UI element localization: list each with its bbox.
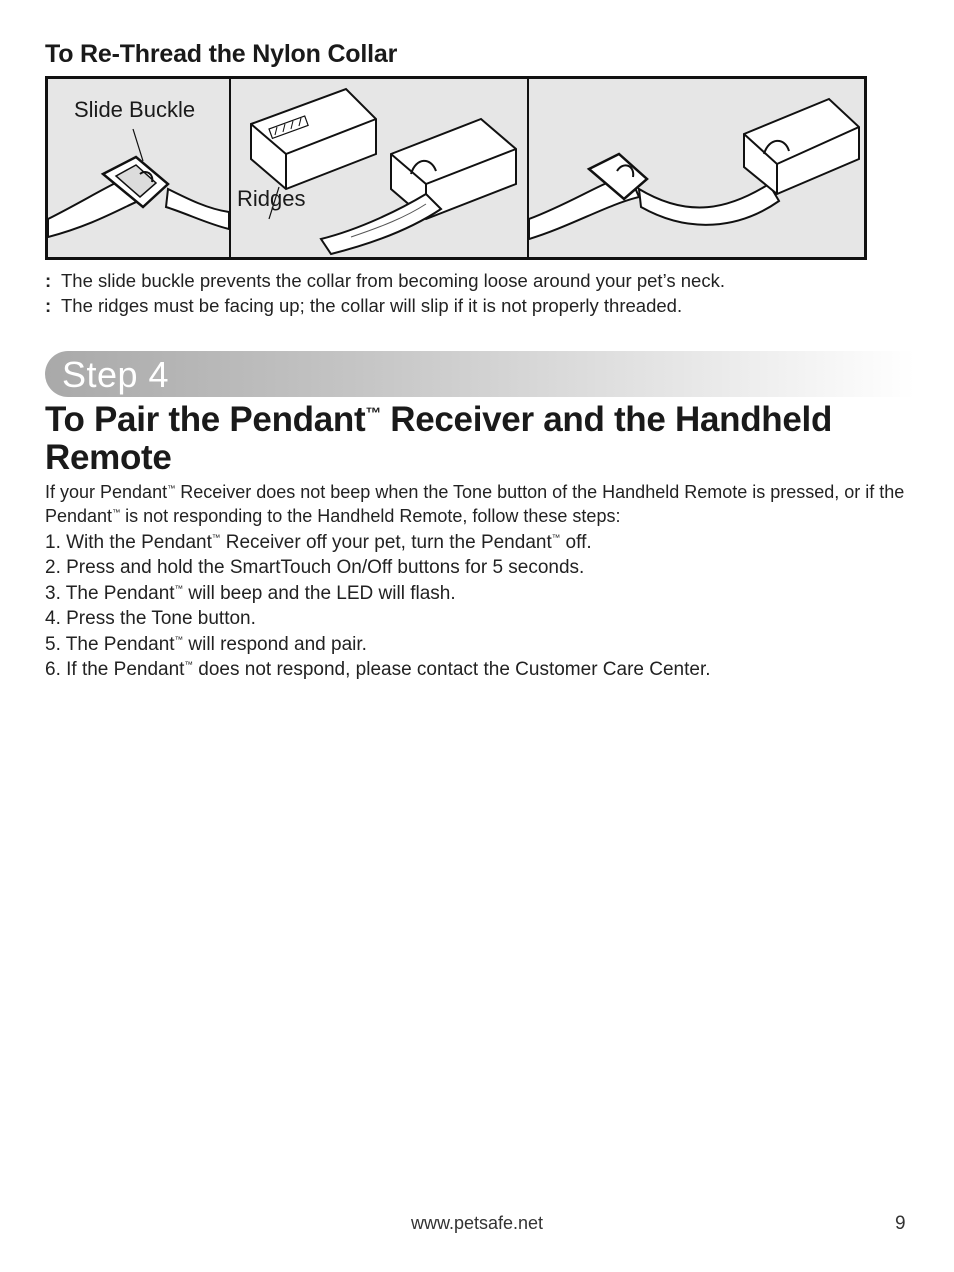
collar-notes [45,268,905,318]
pairing-steps-list [45,530,925,682]
trademark-mark: ™ [174,634,184,645]
trademark-mark: ™ [211,532,221,543]
note-text: The ridges must be facing up; the collar will slip if it is not properly threaded. [61,295,683,316]
note-slide-buckle [45,268,905,293]
note-bullet: : [45,295,52,316]
page-number: 9 [895,1213,906,1234]
note-text: The slide buckle prevents the collar from becoming loose around your pet’s neck. [61,270,725,291]
collar-threading-figure [45,76,867,260]
trademark-mark: ™ [167,484,176,493]
step-banner [45,351,915,397]
title-part-1: To Pair the Pendant [45,400,366,439]
note-bullet: : [45,270,52,291]
list-item: 4. Press the Tone button. [45,608,256,630]
list-item: 5. The Pendant™ will respond and pair. [45,633,367,655]
list-item: 2. Press and hold the SmartTouch On/Off buttons for 5 seconds. [45,557,585,579]
ridges-illustration [231,79,527,257]
callout-slide-buckle: Slide Buckle [74,97,196,122]
trademark-mark: ™ [551,532,561,543]
trademark-mark: ™ [365,405,381,423]
footer-website-link[interactable]: www.petsafe.net [410,1213,544,1233]
trademark-mark: ™ [174,583,184,594]
note-ridges [45,293,905,318]
section-title: To Re-Thread the Nylon Collar [45,40,398,68]
trademark-mark: ™ [184,659,193,670]
figure-panel-slide-buckle [48,79,229,257]
list-item: 6. If the Pendant™ does not respond, please contact the Customer Care Center. [45,659,711,681]
threaded-collar-illustration [529,79,864,257]
list-item: 3. The Pendant™ will beep and the LED will flash. [45,582,456,604]
list-item: 1. With the Pendant™ Receiver off your pet, turn the Pendant™ off. [45,532,592,553]
intro-paragraph: If your Pendant™ Receiver does not beep when the Tone button of the Handheld Remote is pressed, or if the Pendant™ is not responding to the Handheld Remote, follow these steps: [45,482,905,526]
page-title [45,401,925,477]
step-label: Step 4 [62,354,170,395]
title-part-2: Receiver and the Handheld Remote [45,400,833,477]
callout-ridges: Ridges [237,186,306,211]
figure-panel-ridges [229,79,527,257]
figure-panel-threaded-collar [527,79,864,257]
trademark-mark: ™ [112,508,121,517]
